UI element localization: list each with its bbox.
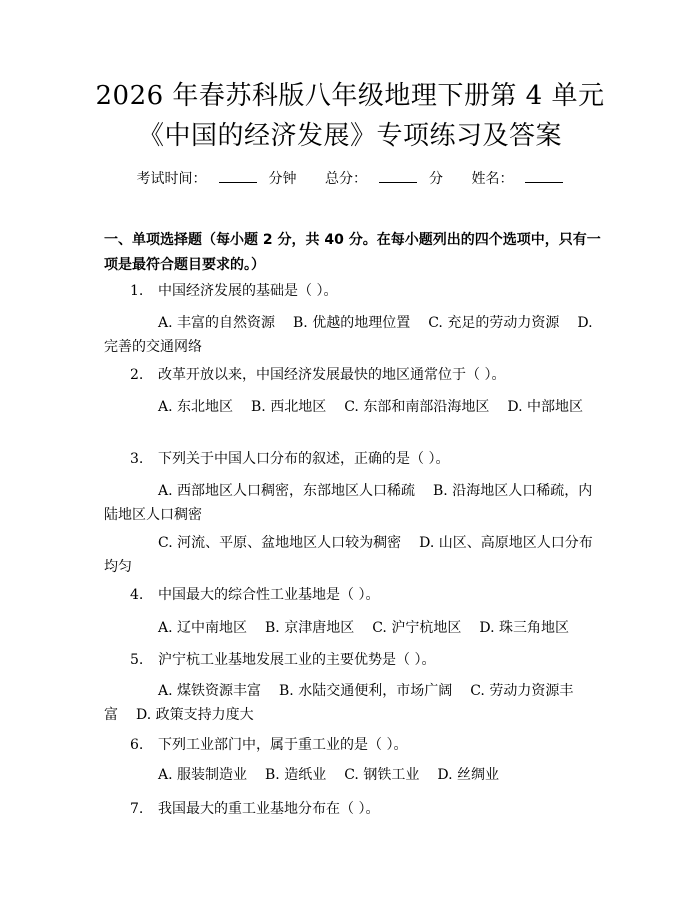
question-stem: 下列工业部门中，属于重工业的是（ ）。 [158,737,408,753]
option-a: A. 丰富的自然资源 [158,315,276,331]
question-7 [104,797,604,821]
name-field [465,171,569,187]
question-stem: 中国经济发展的基础是（ ）。 [158,283,338,299]
question-2-options [104,395,602,419]
option-d: D. 中部地区 [507,399,583,415]
option-d: D. 政策支持力度大 [136,707,254,723]
question-3-options-cd [104,531,602,579]
time-field [131,171,303,187]
time-label: 考试时间： [136,171,207,187]
time-unit: 分钟 [268,171,297,187]
question-6 [104,733,604,757]
option-a: A. 东北地区 [158,399,234,415]
question-number: 6. [130,737,144,753]
question-1-options [104,311,602,359]
question-5-options [104,679,602,727]
question-number: 3. [130,451,144,467]
question-stem: 中国最大的综合性工业基地是（ ）。 [158,587,380,603]
score-unit: 分 [429,171,443,187]
question-3 [104,447,604,471]
exam-title-line2: 《中国的经济发展》专项练习及答案 [137,121,562,151]
score-blank [379,170,417,183]
option-a: A. 辽中南地区 [158,620,248,636]
option-b: B. 优越的地理位置 [293,315,411,331]
option-b: B. 造纸业 [265,767,327,783]
question-number: 7. [130,801,144,817]
question-number: 4. [130,587,144,603]
name-label: 姓名： [471,171,514,187]
option-b: B. 京津唐地区 [265,620,355,636]
question-number: 1. [130,283,144,299]
option-c: C. 充足的劳动力资源 [428,315,560,331]
question-stem: 改革开放以来，中国经济发展最快的地区通常位于（ ）。 [158,367,506,383]
question-1 [104,279,604,303]
question-stem: 沪宁杭工业基地发展工业的主要优势是（ ）。 [158,652,436,668]
section-heading: 一、单项选择题（每小题 2 分，共 40 分。在每小题列出的四个选项中，只有一项是最符合题目要求的。） [104,232,601,273]
option-c: C. 劳动力资源丰富 [104,683,574,723]
question-stem: 我国最大的重工业基地分布在（ ）。 [158,801,380,817]
exam-title-line1: 2026 年春苏科版八年级地理下册第 4 单元 [95,81,605,111]
time-blank [219,170,257,183]
question-number: 5. [130,652,144,668]
option-b: B. 水陆交通便利，市场广阔 [279,683,453,699]
option-d: D. 珠三角地区 [479,620,569,636]
option-d: D. 丝绸业 [437,767,499,783]
question-5 [104,648,604,672]
option-c: C. 钢铁工业 [344,767,420,783]
option-d: D. 山区、高原地区人口分布均匀 [104,535,593,575]
option-c: C. 东部和南部沿海地区 [344,399,490,415]
option-a: A. 西部地区人口稠密，东部地区人口稀疏 [158,483,416,499]
question-number: 2. [130,367,144,383]
exam-meta [0,168,700,188]
option-b: B. 西北地区 [251,399,327,415]
question-3-options-ab [104,479,602,527]
question-2 [104,363,604,387]
option-c: C. 沪宁杭地区 [372,620,462,636]
question-4-options [104,616,602,640]
option-a: A. 服装制造业 [158,767,248,783]
option-d: D. 完善的交通网络 [104,315,593,355]
question-stem: 下列关于中国人口分布的叙述，正确的是（ ）。 [158,451,450,467]
option-c: C. 河流、平原、盆地地区人口较为稠密 [158,535,402,551]
option-a: A. 煤铁资源丰富 [158,683,262,699]
score-label: 总分： [325,171,367,187]
score-field [319,171,449,187]
name-blank [525,170,563,183]
option-b: B. 沿海地区人口稀疏，内陆地区人口稠密 [104,483,593,523]
question-6-options [104,763,602,787]
question-4 [104,583,604,607]
